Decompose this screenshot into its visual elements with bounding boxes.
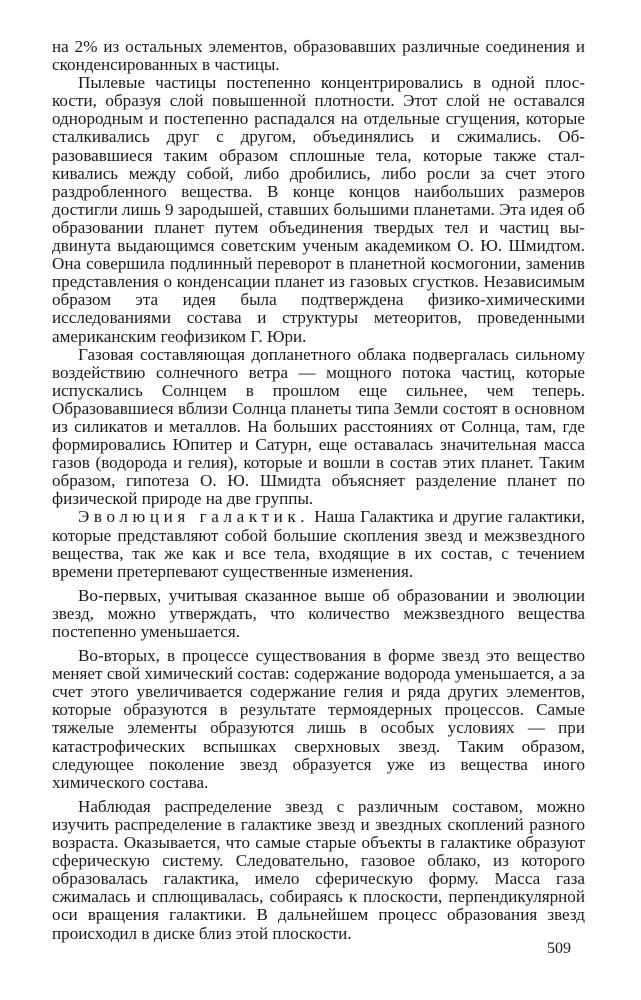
section-heading-galaxy-evolution: Эволюция галактик. [78, 507, 310, 527]
page-number: 509 [547, 940, 571, 957]
paragraph-7: Наблюдая распределение звезд с различным составом, можно изучить распределение в галактике звезд и звездных скоплений разного возраста. Оказывается, что самые старые объекты в галактике образуют сферическую систему. Следовательно, газовое облако, из которого образовалась галактика, имело сферическую форму. Масса газа сжималась и сплющивалась, собираясь к плоскости, перпендикулярной оси вращения галактики. В дальнейшем процесс образования звезд происходил в диске близ этой плоскости. [52, 796, 585, 943]
paragraph-1: на 2% из остальных элементов, образовавших различные соединения и сконденсированных в частицы. [52, 37, 585, 75]
paragraph-4 [52, 508, 585, 580]
paragraph-3-text: Газовая составляющая допланетного облака подвергалась сильному воздействию солнечного ветра — мощного потока частиц, которые испускались Солнцем в прошлом еще сильнее, чем теперь. Образовавшиеся вблизи Солнца планеты типа Земли состоят в основном из силикатов и металлов. На больших расстояниях от Солнца, там, где формировались Юпитер и Сатурн, еще оставалась значительная масса газов (водорода и гелия), которые и вошли в состав этих планет. Таким образом, гипотеза О. Ю. Шмидта объясняет разделение планет по физической природе на две группы. [52, 344, 585, 509]
page-text-body [52, 38, 585, 943]
paragraph-3 [52, 346, 585, 509]
paragraph-5: Во-первых, учитывая сказанное выше об образовании и эволюции звезд, можно утверждать, что количество межзвездного вещества постепенно уменьшается. [52, 585, 585, 641]
paragraph-2: Пылевые частицы постепенно концентрировались в одной плоскости, образуя слой повышенной плотности. Этот слой не оставался однородным и постепенно распадался на отдельные сгущения, которые сталкивались друг с другом, объединялись и сжимались. Образовавшиеся таким образом сплошные тела, которые также сталкивались между собой, либо дробились, либо росли за счет этого раздробленного вещества. В конце концов наибольших размеров достигли лишь 9 зародышей, ставших большими планетами. Эта идея об образовании планет путем объединения твердых тел и частиц выдвинута выдающимся советским ученым академиком О. Ю. Шмидтом. Она совершила подлинный переворот в планетной космогонии, заменив представления о конденсации планет из газовых сгустков. Независимым образом эта идея была подтверждена физико-химическими исследованиями состава и структуры метеоритов, проведенными американским геофизиком Г. Юри. [52, 73, 585, 346]
paragraph-6: Во-вторых, в процессе существования в форме звезд это вещество меняет свой химический состав: содержание водорода уменьшается, а за счет этого увеличивается содержание гелия и ряда других элементов, которые образуются в результате термоядерных процессов. Самые тяжелые элементы образуются лишь в особых условиях — при катастрофических вспышках сверхновых звезд. Таким образом, следующее поколение звезд образуется уже из вещества иного химического состава. [52, 646, 585, 792]
paragraph-4-text: Наша Галактика и другие галактики, которые представляют собой большие скопления звезд и межзвездного вещества, так же как и все тела, входящие в их состав, с течением времени претерпевают существенные изменения. [52, 507, 585, 581]
